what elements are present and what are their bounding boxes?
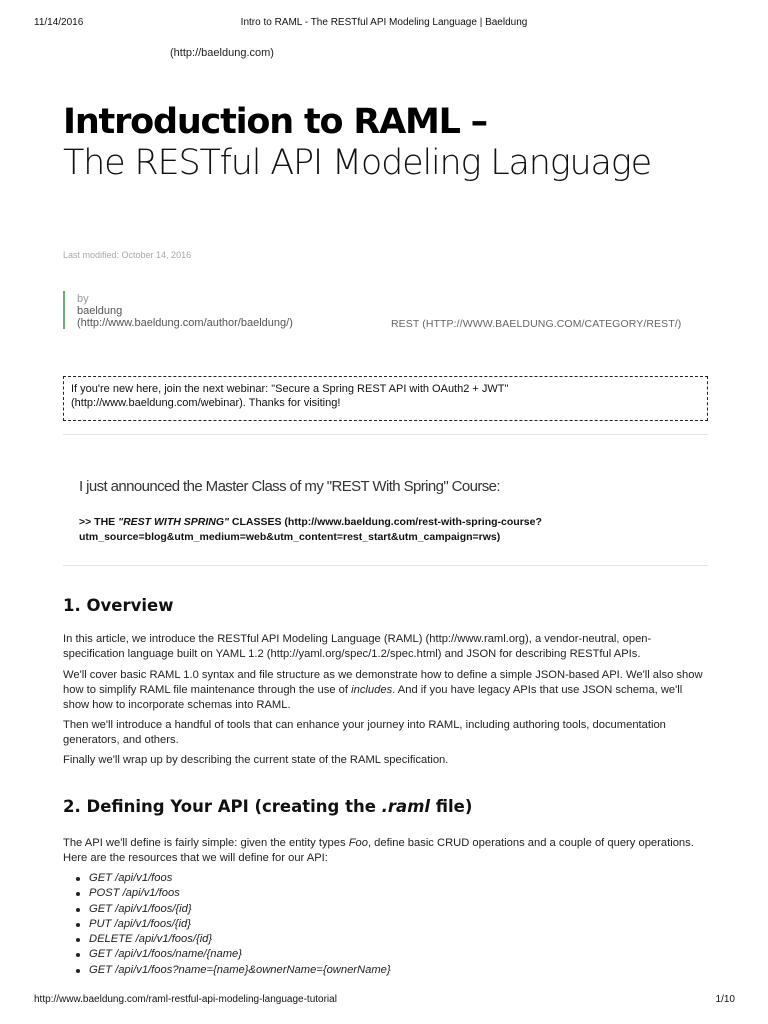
baeldung-home-link[interactable]: (http://baeldung.com) — [170, 47, 274, 59]
defining-api-heading: 2. Defining Your API (creating the .raml file) — [63, 797, 473, 816]
author-accent-bar — [63, 291, 65, 329]
category-link[interactable]: REST (HTTP://WWW.BAELDUNG.COM/CATEGORY/REST/) — [391, 318, 682, 330]
article-title-main: Introduction to RAML – — [63, 102, 487, 142]
foo-entity-term: Foo — [348, 837, 368, 849]
list-item: PUT /api/v1/foos/{id} — [75, 917, 391, 932]
list-item: GET /api/v1/foos — [75, 871, 391, 886]
overview-paragraph-2: We'll cover basic RAML 1.0 syntax and file structure as we demonstrate how to define a simple JSON-based API. We'll also show how to simplify RAML file maintenance through the use of includes. And if you have legacy APIs that use JSON schema, we'll show how to incorporate schemas into RAML. — [63, 669, 703, 711]
article-title-subtitle: The RESTful API Modeling Language — [63, 143, 651, 183]
defining-paragraph: The API we'll define is fairly simple: given the entity types Foo, define basic CRUD operations and a couple of query operations. Here are the resources that we will define for our API: — [63, 837, 694, 864]
webinar-notice — [63, 376, 708, 421]
list-item: GET /api/v1/foos/{id} — [75, 902, 391, 917]
divider-bottom — [63, 565, 708, 566]
last-modified-date: Last modified: October 14, 2016 — [63, 250, 192, 260]
list-item: DELETE /api/v1/foos/{id} — [75, 932, 391, 947]
page-number: 1/10 — [715, 994, 735, 1005]
includes-term: includes — [351, 684, 393, 696]
overview-paragraph-4: Finally we'll wrap up by describing the current state of the RAML specification. — [63, 754, 449, 766]
overview-paragraph-1: In this article, we introduce the RESTful API Modeling Language (RAML) (http://www.raml.org), a vendor-neutral, open-specification language built on YAML 1.2 (http://yaml.org/spec/1.2/spec.html) and JSON for describing RESTful APIs. — [63, 633, 652, 660]
print-date: 11/14/2016 — [34, 17, 84, 28]
promo-prefix: >> THE — [79, 516, 119, 528]
promo-url: CLASSES (http://www.baeldung.com/rest-with-spring-course?utm_source=blog&utm_medium=web&utm_content=rest_start&utm_campaign=rws) — [79, 516, 542, 543]
print-url: http://www.baeldung.com/raml-restful-api-modeling-language-tutorial — [34, 994, 337, 1005]
overview-paragraph-3: Then we'll introduce a handful of tools that can enhance your journey into RAML, including authoring tools, documentation generators, and others. — [63, 719, 666, 746]
author-url-link[interactable]: (http://www.baeldung.com/author/baeldung/) — [77, 317, 293, 329]
list-item: GET /api/v1/foos/name/{name} — [75, 947, 391, 962]
api-resources-list — [75, 871, 391, 978]
author-byline — [77, 293, 293, 329]
list-item: GET /api/v1/foos?name={name}&ownerName={ownerName} — [75, 963, 391, 978]
author-by-label: by — [77, 293, 89, 305]
course-promo-link[interactable] — [79, 515, 689, 545]
overview-heading: 1. Overview — [63, 596, 174, 615]
course-announcement: I just announced the Master Class of my "REST With Spring" Course: — [79, 478, 500, 495]
list-item: POST /api/v1/foos — [75, 886, 391, 901]
webinar-text-line1: If you're new here, join the next webinar: "Secure a Spring REST API with OAuth2 + JWT" — [71, 383, 509, 395]
print-page-title: Intro to RAML - The RESTful API Modeling Language | Baeldung — [240, 17, 528, 28]
author-name-link[interactable]: baeldung — [77, 305, 123, 317]
divider-top — [63, 434, 708, 435]
promo-course-name: "REST WITH SPRING" — [118, 516, 229, 528]
webinar-link[interactable]: (http://www.baeldung.com/webinar). Thanks for visiting! — [71, 397, 341, 409]
